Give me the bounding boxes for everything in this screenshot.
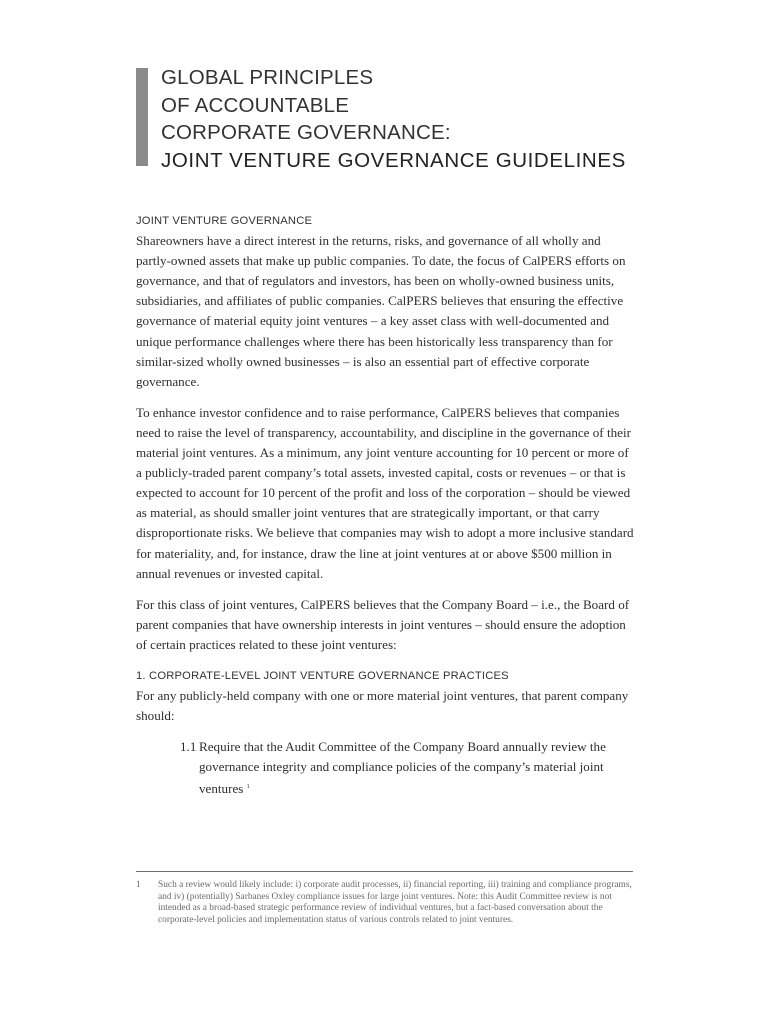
title-line-2: OF ACCOUNTABLE <box>161 93 350 117</box>
footnote-divider <box>136 871 633 872</box>
list-item <box>180 737 636 799</box>
footnote <box>136 880 636 926</box>
subsection-intro: For any publicly-held company with one or more material joint ventures, that parent company should: <box>136 688 629 724</box>
subsection-number: 1. <box>136 669 146 682</box>
footnote-ref: 1 <box>246 784 250 791</box>
paragraph-2: To enhance investor confidence and to raise performance, CalPERS believes that companies need to raise the level of transparency, accountability, and discipline in the governance of their material joint ventures. As a minimum, any joint venture accounting for 10 percent or more of a publicly-traded parent company’s total assets, invested capital, costs or revenues – or that is expected to account for 10 percent of the profit and loss of the corporation – should be viewed as material, as should smaller joint ventures that are strategically important, or that carry disproportionate risks. We believe that companies may wish to adopt a more inclusive standard for materiality, and, for instance, draw the line at joint ventures at or above $500 million in annual revenues or invested capital. <box>136 404 634 581</box>
footnote-number: 1 <box>136 880 141 890</box>
subsection-heading <box>136 666 636 686</box>
paragraph-3: For this class of joint ventures, CalPERS believes that the Company Board – i.e., the Board of parent companies that have ownership interests in joint ventures – should ensure the adoption of certain practices related to these joint ventures: <box>136 596 630 652</box>
title-line-4: JOINT VENTURE GOVERNANCE GUIDELINES <box>161 148 626 172</box>
section-heading: JOINT VENTURE GOVERNANCE <box>136 215 313 227</box>
title-line-3: CORPORATE GOVERNANCE: <box>161 121 451 144</box>
footnote-text: Such a review would likely include: i) corporate audit processes, ii) financial reporting, iii) training and compliance programs, and iv) (potentially) Sarbanes Oxley compliance issues for large joint ventures. Note: this Audit Committee review is not intended as a broad-based strategic performance review of individual ventures, but a fact-based conversation about the corporate-level policies and implementation status of various controls related to joint ventures. <box>158 880 632 925</box>
list-item-number: 1.1 <box>180 739 197 755</box>
document-body <box>136 211 636 800</box>
list-item-text <box>199 737 636 799</box>
subsection-title: CORPORATE-LEVEL JOINT VENTURE GOVERNANCE PRACTICES <box>149 669 509 682</box>
list-item-body: Require that the Audit Committee of the Company Board annually review the governance integrity and compliance policies of the company’s material joint ventures <box>199 739 606 797</box>
title-line-1: GLOBAL PRINCIPLES <box>161 66 374 89</box>
title-accent-bar <box>136 68 148 166</box>
paragraph-1: Shareowners have a direct interest in the returns, risks, and governance of all wholly and partly-owned assets that make up public companies. To date, the focus of CalPERS efforts on governance, and that of regulators and investors, has been on wholly-owned business units, subsidiaries, and affiliates of public companies. CalPERS believes that ensuring the effective governance of material equity joint ventures – a key asset class with well-documented and unique performance challenges where there has been historically less transparency than for similar-sized wholly owned businesses – is also an essential part of effective corporate governance. <box>136 233 626 389</box>
page-title <box>161 64 741 174</box>
